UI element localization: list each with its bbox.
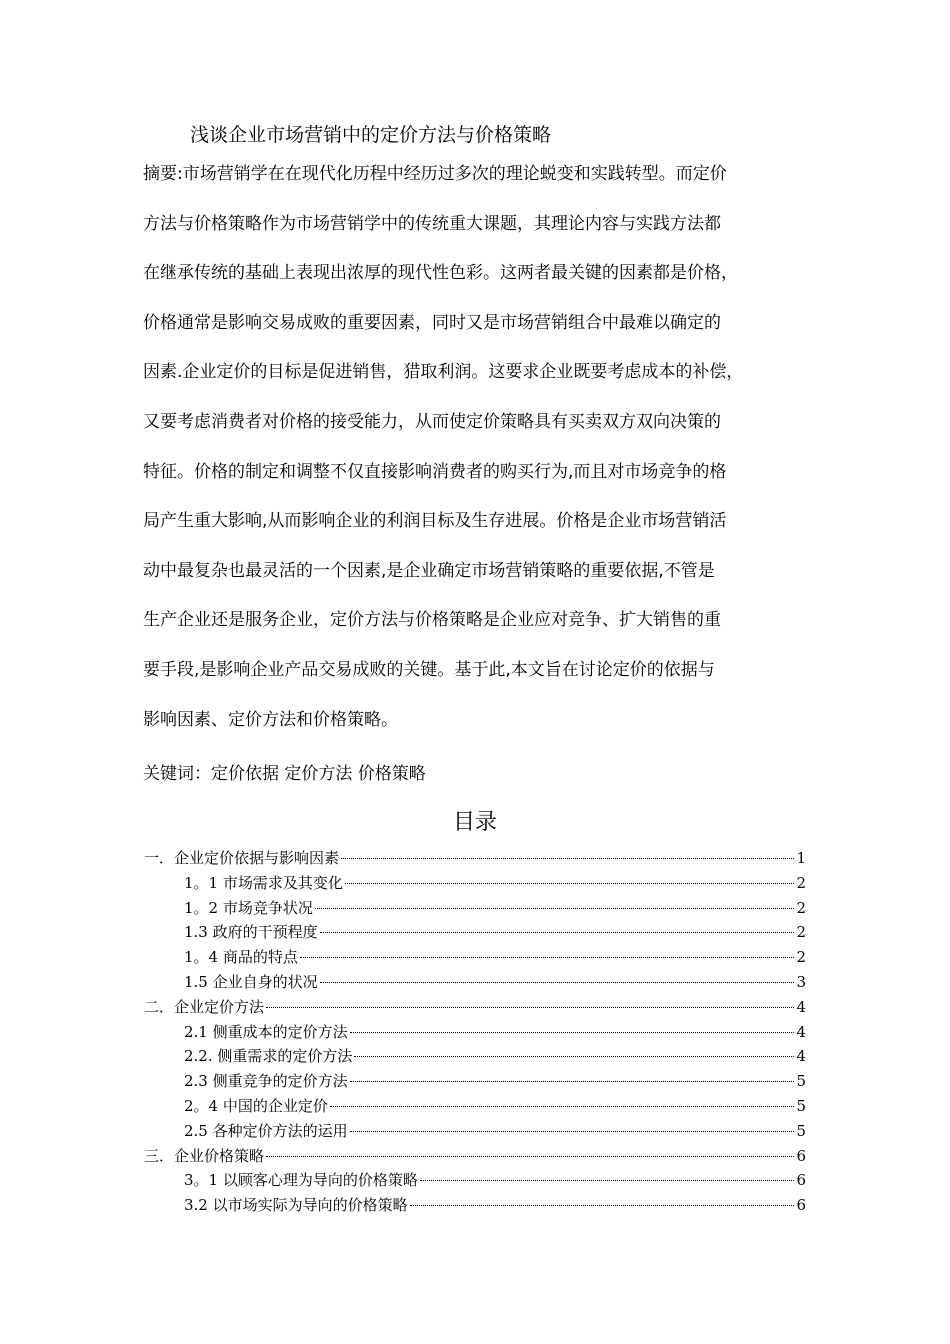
toc-leader-dots [330,1106,794,1107]
toc-entry[interactable] [144,920,806,945]
toc-page-number: 6 [796,1171,806,1190]
toc-page-number: 4 [796,997,806,1016]
toc-leader-dots [350,1032,794,1033]
document-title: 浅谈企业市场营销中的定价方法与价格策略 [190,124,552,146]
toc-leader-dots [266,1156,794,1157]
toc-leader-dots [350,1081,794,1082]
toc-entry[interactable] [144,1144,806,1169]
toc-entry-title: 一．企业定价依据与影响因素 [144,849,340,867]
abstract-line: 动中最复杂也最灵活的一个因素,是企业确定市场营销策略的重要依据,不管是 [143,560,715,581]
toc-page-number: 6 [796,1146,806,1165]
toc-leader-dots [420,1180,794,1181]
toc-page-number: 1 [796,849,806,867]
abstract-line: 又要考虑消费者对价格的接受能力，从而使定价策略具有买卖双方双向决策的 [143,411,721,432]
toc-entry-title: 三．企业价格策略 [144,1146,265,1165]
abstract-line: 局产生重大影响,从而影响企业的利润目标及生存进展。价格是企业市场营销活 [143,511,727,532]
abstract-line: 价格通常是影响交易成败的重要因素，同时又是市场营销组合中最难以确定的 [143,312,721,333]
abstract-line: 特征。价格的制定和调整不仅直接影响消费者的购买行为,而且对市场竞争的格 [143,461,727,482]
toc-entry-title: 2。4 中国的企业定价 [184,1096,328,1115]
toc-page-number: 6 [796,1196,806,1215]
toc-entry-title: 1。4 商品的特点 [184,948,298,967]
toc-heading: 目录 [452,810,497,835]
toc-leader-dots [300,957,794,958]
toc-leader-dots [266,1007,794,1008]
toc-entry[interactable] [144,970,806,995]
toc-entry[interactable] [144,1168,806,1193]
toc-leader-dots [410,1205,794,1206]
table-of-contents [144,846,806,1218]
abstract-line: 因素.企业定价的目标是促进销售，猎取利润。这要求企业既要考虑成本的补偿， [143,362,744,383]
toc-entry-title: 2.5 各种定价方法的运用 [184,1121,348,1140]
toc-entry-title: 2.3 侧重竞争的定价方法 [184,1072,348,1091]
toc-entry-title: 3。1 以顾客心理为导向的价格策略 [184,1171,418,1190]
toc-page-number: 2 [796,923,806,942]
toc-entry-title: 二．企业定价方法 [144,997,265,1016]
toc-leader-dots [350,1131,794,1132]
toc-entry[interactable] [144,846,806,871]
toc-leader-dots [315,908,794,909]
toc-leader-dots [320,932,794,933]
toc-page-number: 5 [796,1072,806,1091]
abstract-line: 影响因素、定价方法和价格策略。 [143,709,398,730]
toc-page-number: 4 [796,1022,806,1041]
toc-entry-title: 3.2 以市场实际为导向的价格策略 [184,1196,408,1215]
abstract-line: 在继承传统的基础上表现出浓厚的现代性色彩。这两者最关键的因素都是价格， [143,263,738,284]
toc-entry[interactable] [144,995,806,1020]
abstract-line: 要手段,是影响企业产品交易成败的关键。基于此,本文旨在讨论定价的依据与 [143,659,715,680]
toc-entry[interactable] [144,896,806,921]
toc-entry-title: 1.5 企业自身的状况 [184,972,318,991]
toc-entry-title: 2.2. 侧重需求的定价方法 [184,1047,353,1066]
abstract-line: 方法与价格策略作为市场营销学中的传统重大课题，其理论内容与实践方法都 [143,213,721,234]
toc-entry-title: 2.1 侧重成本的定价方法 [184,1022,348,1041]
toc-page-number: 5 [796,1096,806,1115]
toc-entry[interactable] [144,1193,806,1218]
toc-page-number: 2 [796,873,806,892]
toc-entry[interactable] [144,871,806,896]
toc-leader-dots [320,982,794,983]
toc-leader-dots [354,1056,794,1057]
toc-page-number: 4 [796,1047,806,1066]
abstract [143,156,808,751]
toc-entry-title: 1。1 市场需求及其变化 [184,873,343,892]
toc-entry-title: 1。2 市场竞争状况 [184,898,313,917]
toc-entry[interactable] [144,1119,806,1144]
toc-page-number: 2 [796,948,806,967]
abstract-line: 摘要:市场营销学在在现代化历程中经历过多次的理论蜕变和实践转型。而定价 [143,164,727,184]
toc-entry[interactable] [144,945,806,970]
toc-entry[interactable] [144,1020,806,1045]
toc-page-number: 5 [796,1121,806,1140]
toc-leader-dots [345,883,794,884]
keywords: 关键词：定价依据 定价方法 价格策略 [143,764,426,784]
toc-page-number: 3 [796,972,806,991]
toc-entry[interactable] [144,1069,806,1094]
toc-page-number: 2 [796,898,806,917]
toc-entry[interactable] [144,1094,806,1119]
toc-entry[interactable] [144,1044,806,1069]
abstract-line: 生产企业还是服务企业，定价方法与价格策略是企业应对竞争、扩大销售的重 [143,610,721,631]
toc-entry-title: 1.3 政府的干预程度 [184,923,318,942]
toc-leader-dots [341,858,794,859]
